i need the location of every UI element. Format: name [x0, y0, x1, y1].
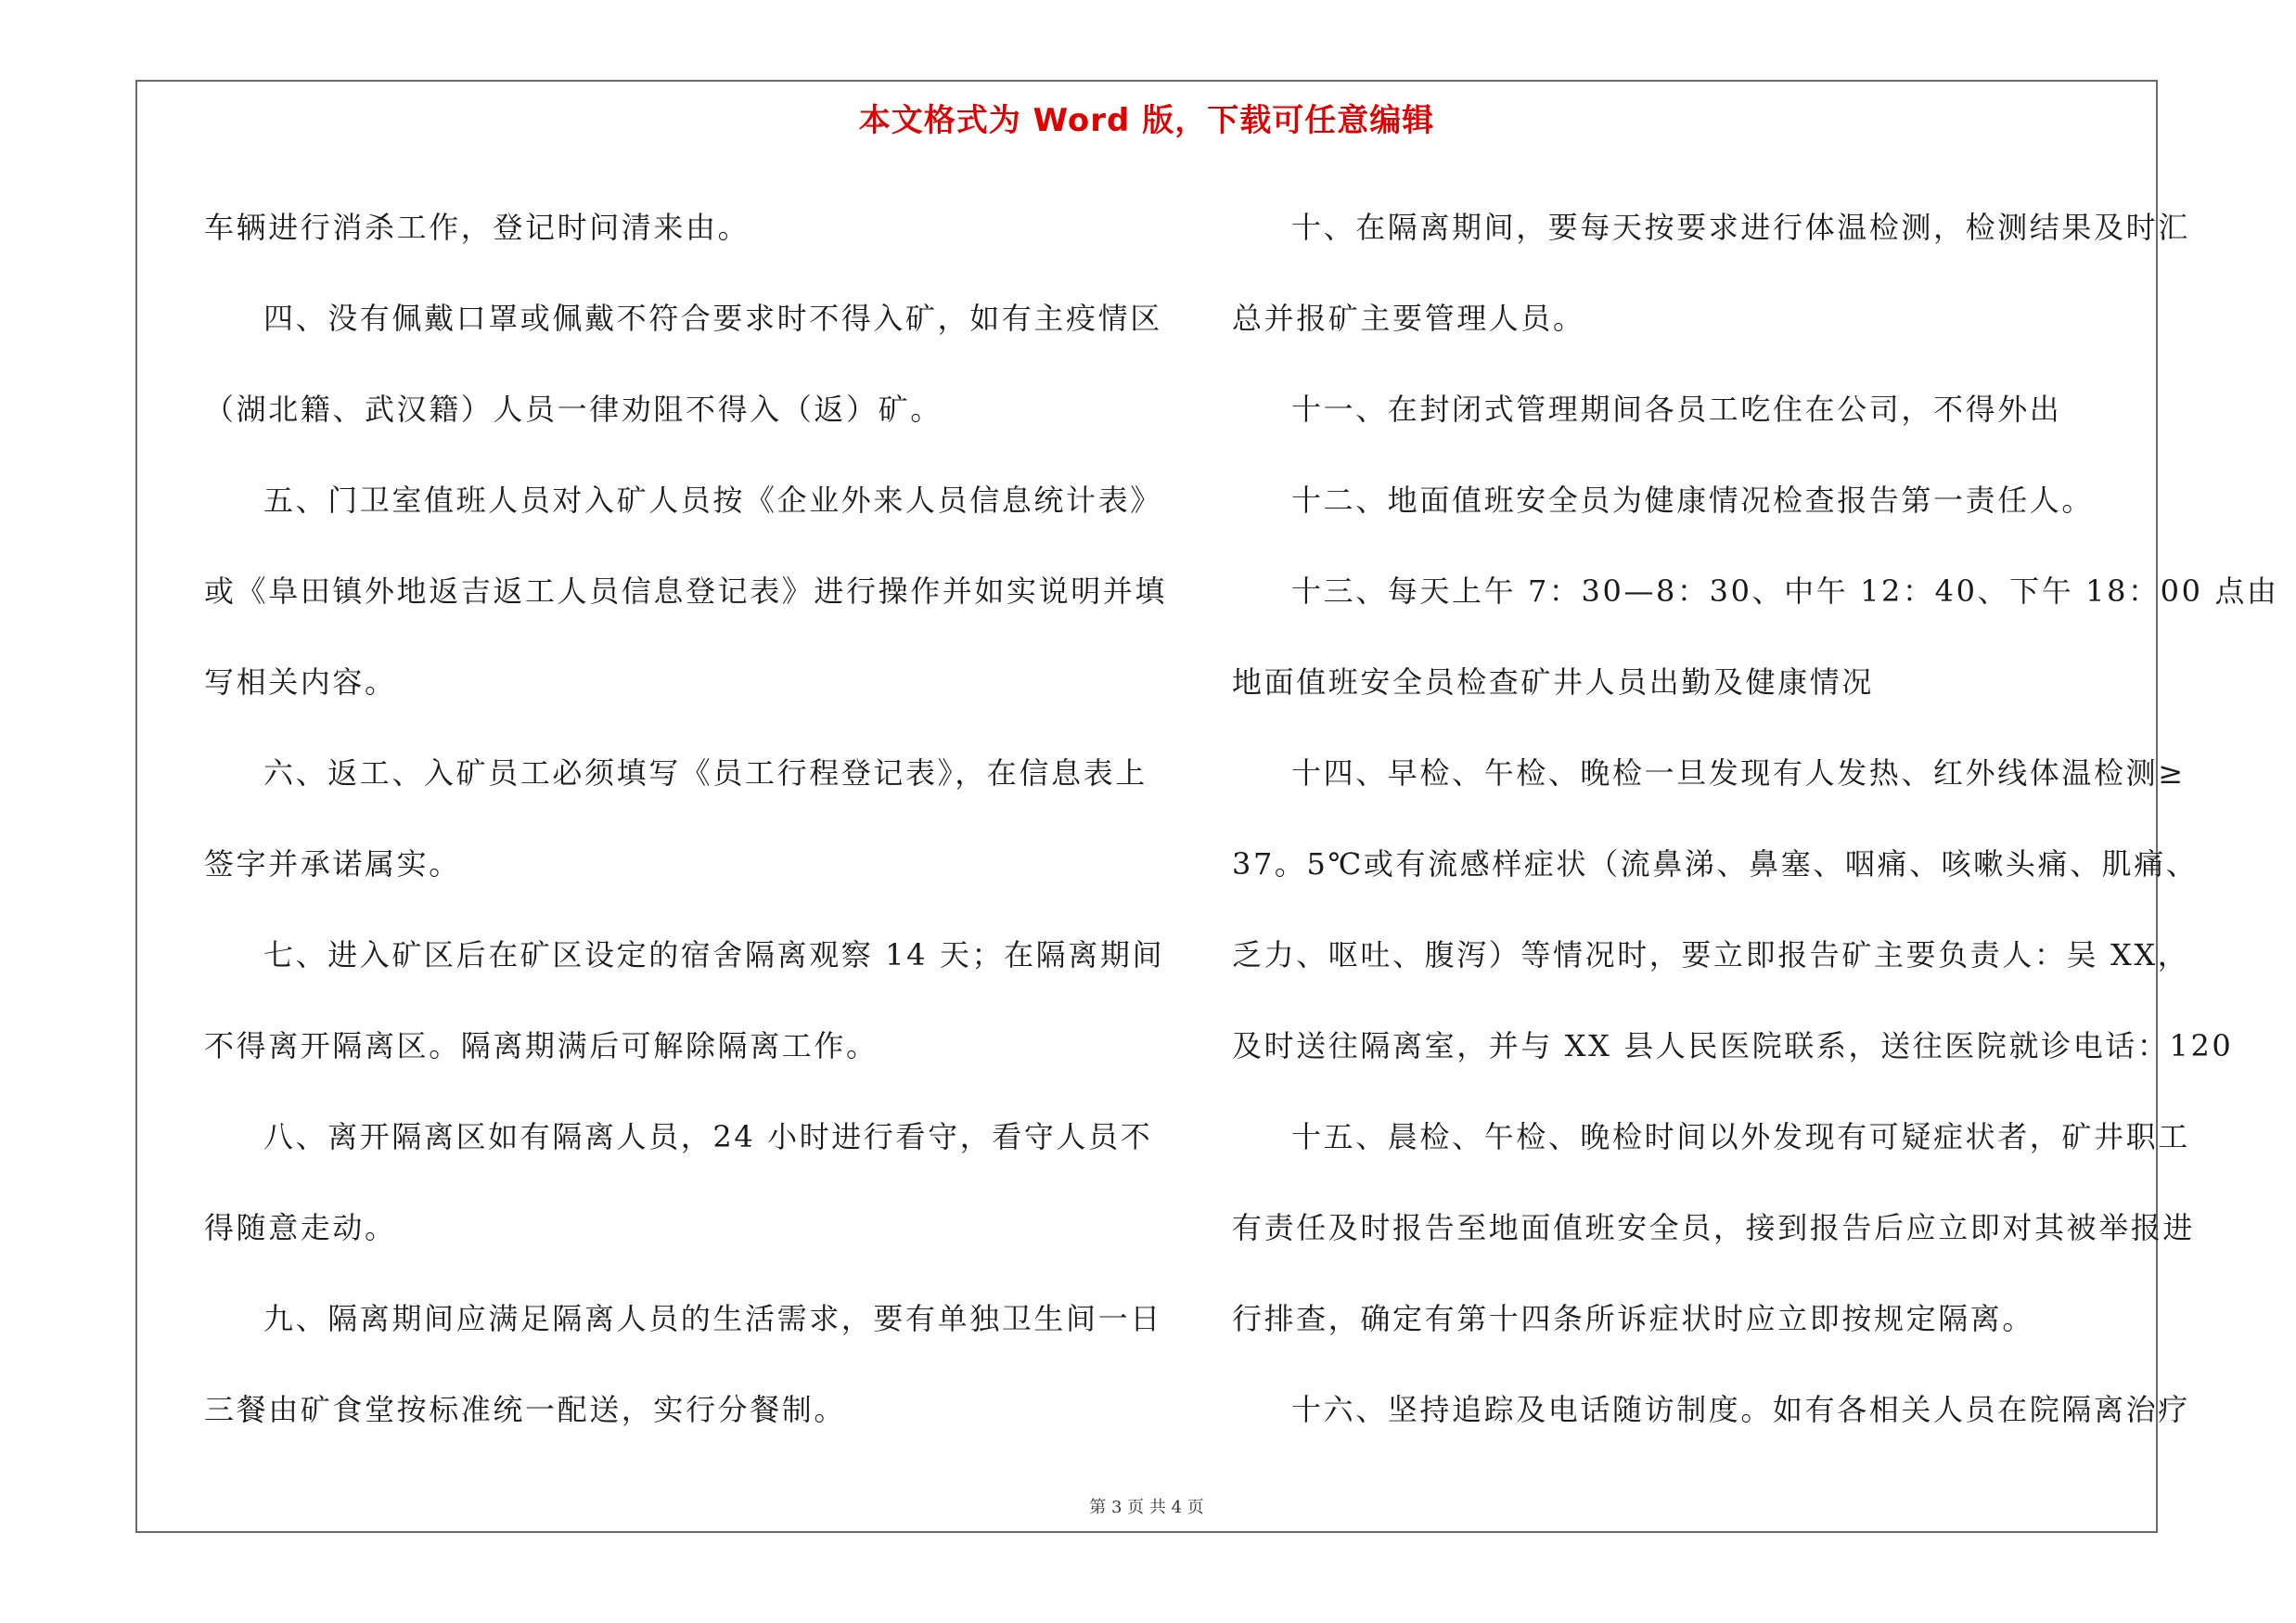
- paragraph-line: 37。5℃或有流感样症状（流鼻涕、鼻塞、咽痛、咳嗽头痛、肌痛、: [1232, 846, 2199, 882]
- paragraph-line: 或《阜田镇外地返吉返工人员信息登记表》进行操作并如实说明并填: [204, 573, 1168, 609]
- paragraph-line: 十五、晨检、午检、晚检时间以外发现有可疑症状者，矿井职工: [1291, 1119, 2190, 1154]
- paragraph-line: 七、进入矿区后在矿区设定的宿舍隔离观察 14 天；在隔离期间: [263, 937, 1165, 973]
- paragraph-line: 不得离开隔离区。隔离期满后可解除隔离工作。: [204, 1028, 879, 1063]
- page-number-footer: 第 3 页 共 4 页: [1089, 1498, 1204, 1517]
- left-column: [204, 182, 1168, 1455]
- paragraph-line: 十二、地面值班安全员为健康情况检查报告第一责任人。: [1291, 483, 2095, 518]
- paragraph-line: 签字并承诺属实。: [204, 846, 461, 882]
- paragraph-line: 十四、早检、午检、晚检一旦发现有人发热、红外线体温检测≥: [1291, 755, 2186, 791]
- paragraph-line: 乏力、呕吐、腹泻）等情况时，要立即报告矿主要负责人：吴 XX，: [1232, 937, 2190, 973]
- paragraph-line: 车辆进行消杀工作，登记时问清来由。: [204, 210, 750, 245]
- format-notice-banner: 本文格式为 Word 版，下载可任意编辑: [858, 102, 1435, 139]
- page-frame: [135, 80, 2279, 1533]
- paragraph-line: 八、离开隔离区如有隔离人员，24 小时进行看守，看守人员不: [263, 1119, 1153, 1154]
- paragraph-line: 有责任及时报告至地面值班安全员，接到报告后应立即对其被举报进: [1232, 1210, 2196, 1245]
- paragraph-line: 九、隔离期间应满足隔离人员的生活需求，要有单独卫生间一日: [263, 1301, 1162, 1336]
- paragraph-line: 行排查，确定有第十四条所诉症状时应立即按规定隔离。: [1232, 1301, 2035, 1336]
- paragraph-line: （湖北籍、武汉籍）人员一律劝阻不得入（返）矿。: [204, 392, 943, 427]
- paragraph-line: 十一、在封闭式管理期间各员工吃住在公司，不得外出: [1291, 392, 2062, 427]
- paragraph-line: 及时送往隔离室，并与 XX 县人民医院联系，送往医院就诊电话：120: [1232, 1028, 2234, 1063]
- paragraph-line: 地面值班安全员检查矿井人员出勤及健康情况: [1232, 664, 1875, 700]
- paragraph-line: 三餐由矿食堂按标准统一配送，实行分餐制。: [204, 1392, 847, 1427]
- paragraph-line: 得随意走动。: [204, 1210, 397, 1245]
- paragraph-line: 十、在隔离期间，要每天按要求进行体温检测，检测结果及时汇: [1291, 210, 2190, 245]
- right-column: [1232, 182, 2279, 1455]
- paragraph-line: 五、门卫室值班人员对入矿人员按《企业外来人员信息统计表》: [263, 483, 1162, 518]
- paragraph-line: 十三、每天上午 7：30—8：30、中午 12：40、下午 18：00 点由: [1291, 573, 2279, 609]
- paragraph-line: 总并报矿主要管理人员。: [1232, 301, 1585, 336]
- paragraph-line: 六、返工、入矿员工必须填写《员工行程登记表》，在信息表上: [263, 755, 1148, 791]
- paragraph-line: 写相关内容。: [204, 664, 397, 700]
- paragraph-line: 十六、坚持追踪及电话随访制度。如有各相关人员在院隔离治疗: [1291, 1392, 2190, 1427]
- paragraph-line: 四、没有佩戴口罩或佩戴不符合要求时不得入矿，如有主疫情区: [263, 301, 1162, 336]
